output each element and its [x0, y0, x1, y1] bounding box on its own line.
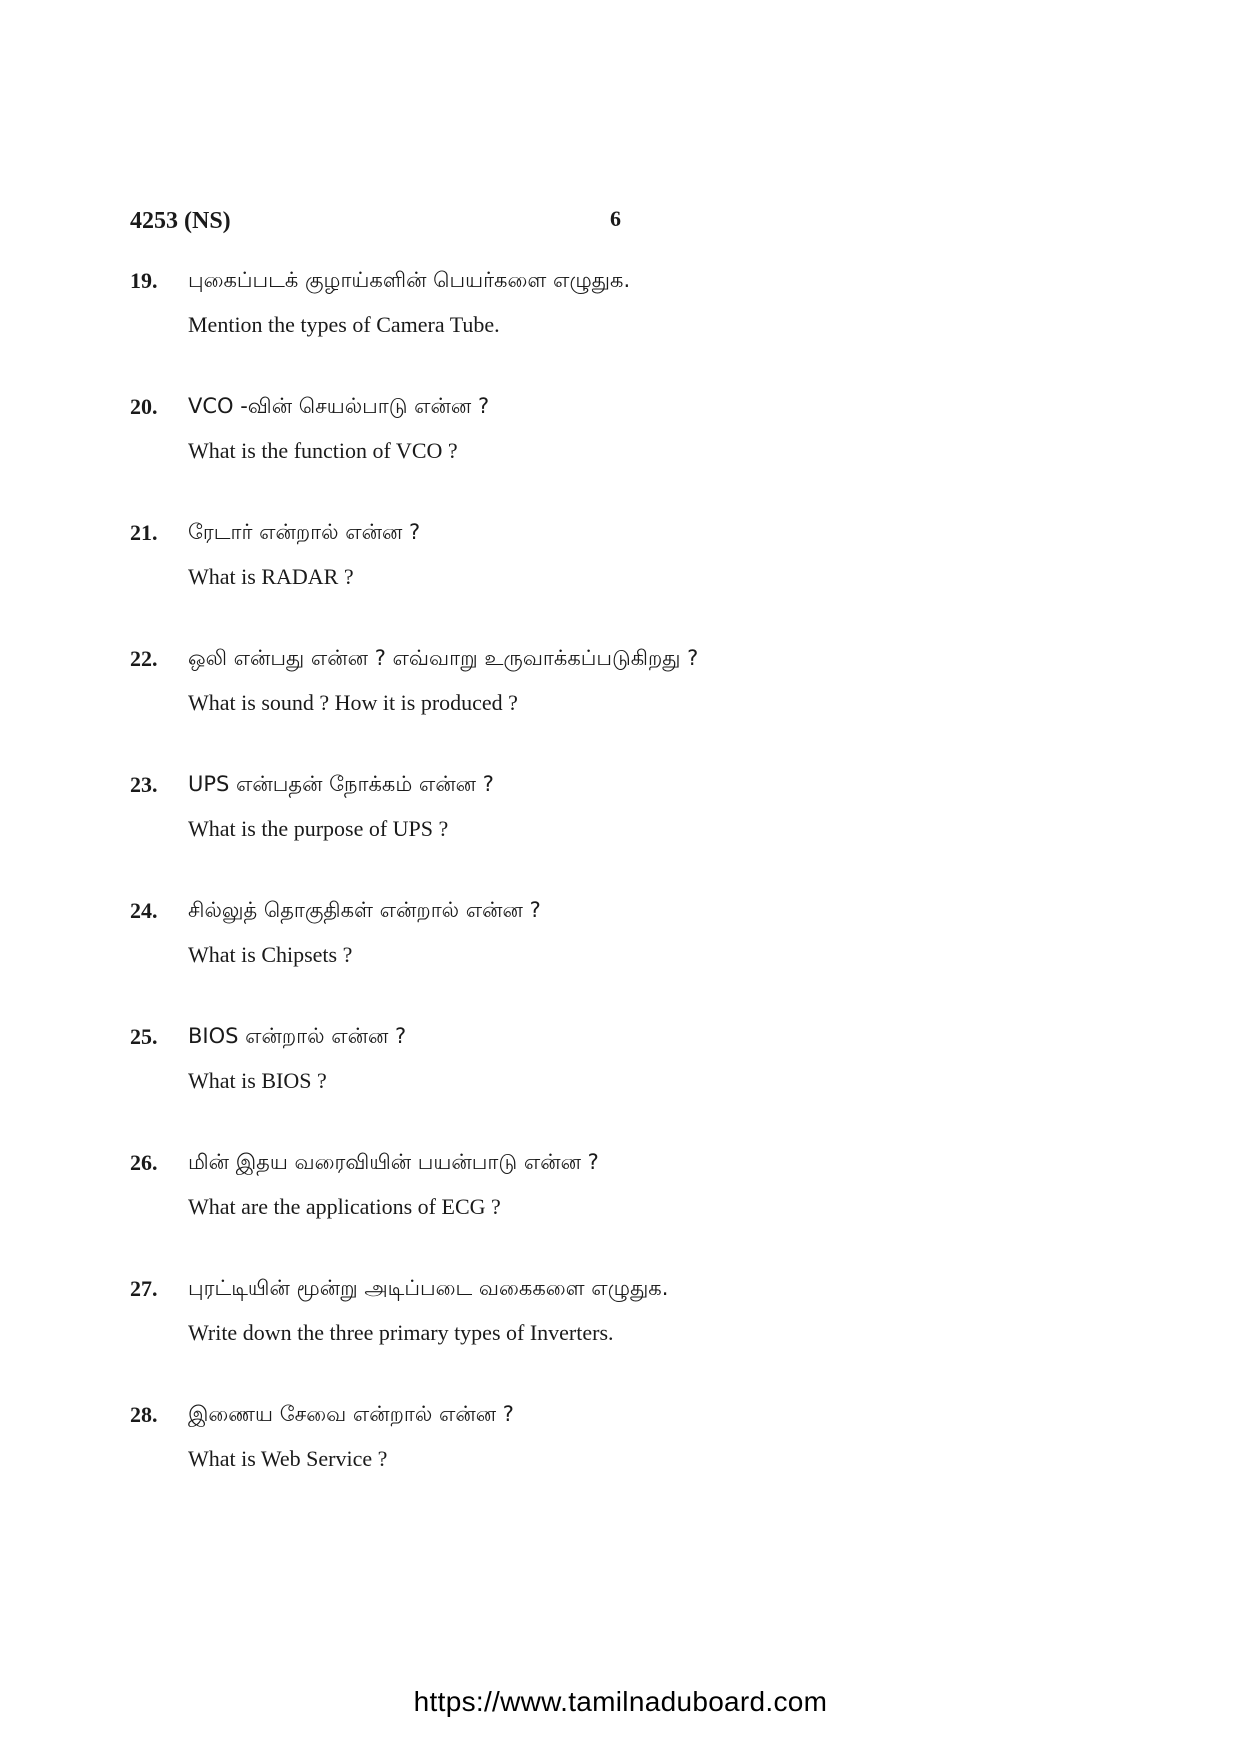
question-number: 25.: [130, 1024, 158, 1049]
question-english-text: Mention the types of Camera Tube.: [188, 312, 500, 337]
question-item: [130, 1024, 1130, 1150]
question-tamil-text: ஒலி என்பது என்ன ? எவ்வாறு உருவாக்கப்படுகிறது ?: [188, 646, 699, 670]
question-number: 27.: [130, 1276, 158, 1301]
question-english-text: Write down the three primary types of Inverters.: [188, 1320, 614, 1345]
question-number: 26.: [130, 1150, 158, 1175]
question-english-text: What is the purpose of UPS ?: [188, 816, 449, 841]
page-number: 6: [610, 206, 621, 231]
question-number: 23.: [130, 772, 158, 797]
question-english-text: What is RADAR ?: [188, 564, 354, 589]
question-number: 19.: [130, 268, 158, 293]
question-tamil-text: ரேடார் என்றால் என்ன ?: [188, 520, 421, 544]
question-number: 24.: [130, 898, 158, 923]
question-list: [130, 268, 1130, 1528]
question-item: [130, 1276, 1130, 1402]
question-number: 20.: [130, 394, 158, 419]
question-tamil-text: UPS என்பதன் நோக்கம் என்ன ?: [188, 772, 494, 796]
footer-url: https://www.tamilnaduboard.com: [413, 1686, 828, 1717]
question-english-text: What is the function of VCO ?: [188, 438, 458, 463]
question-item: [130, 1150, 1130, 1276]
question-number: 21.: [130, 520, 158, 545]
question-item: [130, 646, 1130, 772]
question-number: 22.: [130, 646, 158, 671]
question-english-text: What is Chipsets ?: [188, 942, 353, 967]
question-english-text: What are the applications of ECG ?: [188, 1194, 501, 1219]
question-item: [130, 772, 1130, 898]
question-tamil-text: சில்லுத் தொகுதிகள் என்றால் என்ன ?: [188, 898, 541, 922]
question-tamil-text: இணைய சேவை என்றால் என்ன ?: [188, 1402, 514, 1426]
question-tamil-text: புகைப்படக் குழாய்களின் பெயர்களை எழுதுக.: [188, 268, 631, 292]
question-number: 28.: [130, 1402, 158, 1427]
question-tamil-text: புரட்டியின் மூன்று அடிப்படை வகைகளை எழுதுக.: [188, 1276, 669, 1300]
question-item: [130, 898, 1130, 1024]
question-item: [130, 520, 1130, 646]
question-item: [130, 268, 1130, 394]
question-english-text: What is Web Service ?: [188, 1446, 388, 1471]
question-english-text: What is sound ? How it is produced ?: [188, 690, 518, 715]
question-english-text: What is BIOS ?: [188, 1068, 327, 1093]
exam-code: 4253 (NS): [130, 208, 231, 234]
question-item: [130, 1402, 1130, 1528]
question-tamil-text: மின் இதய வரைவியின் பயன்பாடு என்ன ?: [188, 1150, 599, 1174]
question-tamil-text: BIOS என்றால் என்ன ?: [188, 1024, 407, 1048]
question-tamil-text: VCO -வின் செயல்பாடு என்ன ?: [188, 394, 490, 418]
question-item: [130, 394, 1130, 520]
